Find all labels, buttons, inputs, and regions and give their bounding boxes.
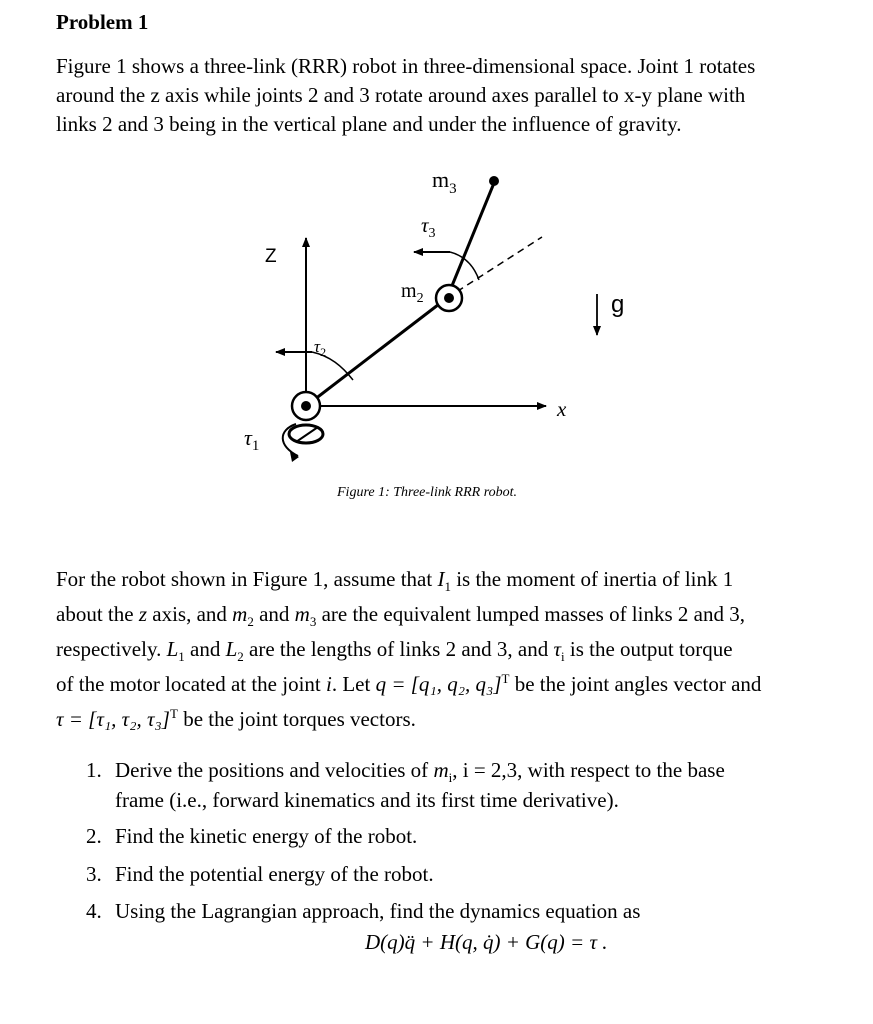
label-tau2: $\tau_2$ [314, 337, 327, 359]
assumptions-paragraph [56, 562, 846, 737]
para-line-2: about the z axis, and $m_2$ and $m_3$ are the equivalent lumped masses of links 2 and 3, [56, 602, 745, 630]
label-m3: $m_3$ [432, 167, 457, 197]
label-z: Z [265, 246, 277, 267]
para-line-3: respectively. $L_1$ and $L_2$ are the lengths of links 2 and 3, and $\tau_i$ is the output torque [56, 637, 733, 665]
intro-line: around the z axis while joints 2 and 3 rotate around axes parallel to x-y plane with [56, 83, 746, 107]
label-tau3: $\tau_3$ [421, 213, 436, 241]
list-item-continuation: frame (i.e., forward kinematics and its first time derivative). [115, 788, 619, 812]
label-tau1: $\tau_1$ [244, 425, 260, 454]
list-item: 4. Using the Lagrangian approach, find the dynamics equation as [86, 899, 641, 923]
task-list [86, 755, 846, 926]
joint-2-center [444, 293, 454, 303]
dynamics-equation: D(q)q̈ + H(q, q̇) + G(q) = τ . [365, 930, 608, 954]
problem-title: Problem 1 [56, 10, 149, 34]
para-line-5: τ = [τ₁, τ₂, τ₃]$^T$ be the joint torques vectors. [56, 706, 416, 731]
joint-1-center [301, 401, 311, 411]
link-2 [306, 298, 447, 406]
label-m2: $m_2$ [401, 280, 424, 306]
label-x: x [557, 397, 567, 421]
para-line-1: For the robot shown in Figure 1, assume that $I_1$ is the moment of inertia of link 1 [56, 567, 734, 595]
list-item: 1. Derive the positions and velocities of $m_i$, i = 2,3, with respect to the base [86, 758, 725, 786]
link-2-extension [447, 237, 542, 298]
figure-caption: Figure 1: Three-link RRR robot. [337, 485, 518, 500]
label-g: g [611, 291, 625, 318]
list-item: 3. Find the potential energy of the robot. [86, 862, 434, 886]
list-item: 2. Find the kinetic energy of the robot. [86, 824, 418, 848]
link-3 [447, 183, 494, 298]
mass-m3-dot [489, 176, 499, 186]
para-line-4: of the motor located at the joint i. Let q = [q₁, q₂, q₃]$^T$ be the joint angles vector and [56, 671, 762, 696]
intro-line: Figure 1 shows a three-link (RRR) robot in three-dimensional space. Joint 1 rotates [56, 54, 756, 78]
intro-line: links 2 and 3 being in the vertical plane and under the influence of gravity. [56, 112, 682, 136]
